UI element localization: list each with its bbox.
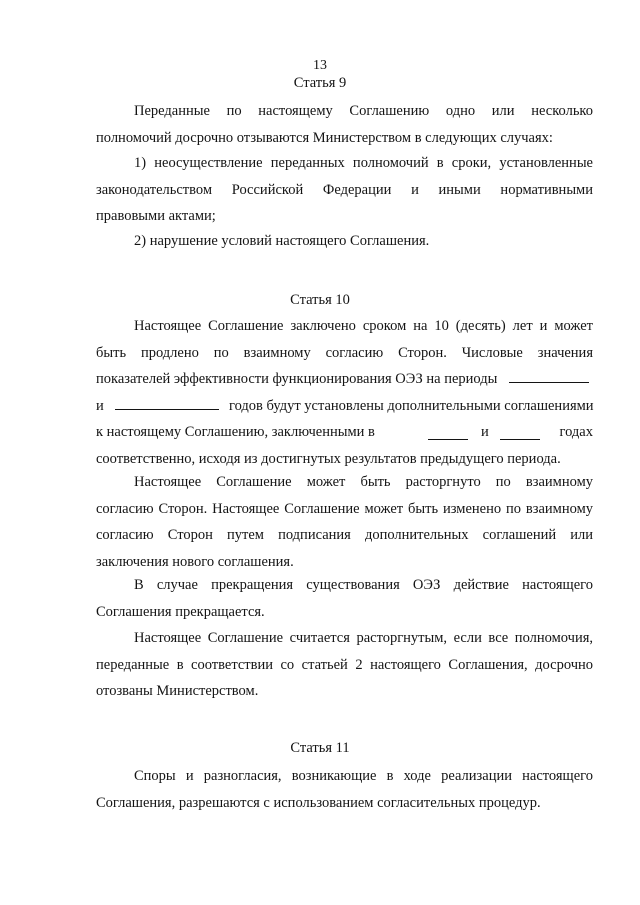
blank-field-period-2 [115,395,219,410]
text-line [96,393,593,420]
text-fragment: годов будут установлены дополнительными соглашениями [229,397,594,414]
text-fragment: показателей эффективности функционирования ОЭЗ на периоды [96,371,498,387]
article-10-paragraph-2 [96,469,593,575]
text-line: быть продлено по взаимному согласию Сторон. Числовые значения [96,344,593,361]
blank-field-year-2 [500,425,540,440]
text-fragment: к настоящему Соглашению, заключенными в [96,424,375,440]
article-9-heading: Статья 9 [293,75,347,91]
article-10-paragraph-3 [96,572,593,625]
text-line [96,419,593,446]
text-line: Соглашения прекращается. [96,603,265,620]
text-line: полномочий досрочно отзываются Министерством в следующих случаях: [96,129,553,146]
text-line: соответственно, исходя из достигнутых результатов предыдущего периода. [96,450,561,467]
text-line: заключения нового соглашения. [96,553,294,570]
text-line: 2) нарушение условий настоящего Соглашения. [134,233,430,249]
text-line: отозваны Министерством. [96,683,259,699]
blank-field-period-1 [509,368,589,383]
text-line: Соглашения, разрешаются с использованием согласительных процедур. [96,794,541,811]
blank-field-year-1 [428,425,468,440]
text-line: согласию Сторон путем подписания дополнительных соглашений или [96,527,593,543]
text-line: Настоящее Соглашение считается расторгнутым, если все полномочия, [134,630,593,646]
article-10-paragraph-4 [96,625,593,705]
text-fragment: и [96,397,104,414]
article-9-paragraph-1 [96,98,593,151]
article-9-paragraph-3 [96,228,593,255]
article-9-paragraph-2 [96,150,593,230]
text-line: Переданные по настоящему Соглашению одно или несколько [134,103,593,119]
article-10-heading: Статья 10 [290,292,350,308]
text-line: Споры и разногласия, возникающие в ходе реализации настоящего [134,768,593,784]
article-11-paragraph-1 [96,763,593,816]
text-line [96,366,593,393]
page-number: 13 [313,58,327,73]
text-line: Настоящее Соглашение заключено сроком на 10 (десять) лет и может [134,318,593,334]
text-line: правовыми актами; [96,208,216,224]
text-line: Настоящее Соглашение может быть расторгнуто по взаимному [134,474,593,490]
text-line: согласию Сторон. Настоящее Соглашение может быть изменено по взаимному [96,500,593,517]
text-line: законодательством Российской Федерации и иными нормативными [96,181,593,198]
text-fragment: и [481,424,489,440]
text-line: 1) неосуществление переданных полномочий в сроки, установленные [134,155,593,171]
text-line: В случае прекращения существования ОЭЗ действие настоящего [134,577,593,593]
article-10-paragraph-1 [96,313,593,472]
text-fragment: годах [559,424,593,440]
text-line: переданные в соответствии со статьей 2 настоящего Соглашения, досрочно [96,656,593,673]
article-11-heading: Статья 11 [290,740,350,756]
